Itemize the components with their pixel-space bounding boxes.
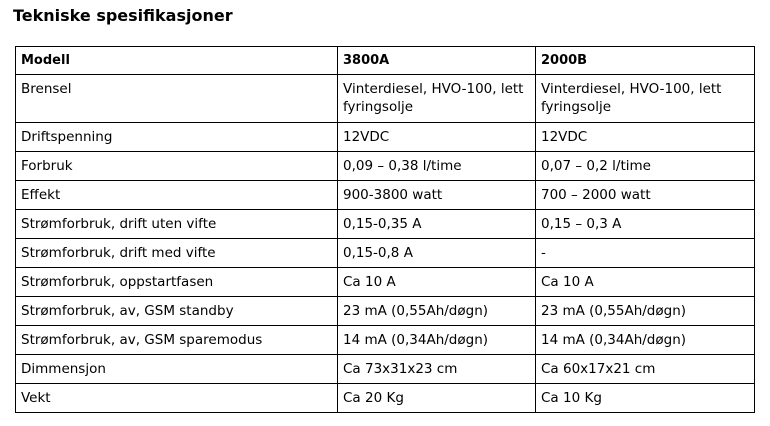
page-title: Tekniske spesifikasjoner bbox=[13, 6, 233, 25]
table-header-row bbox=[16, 47, 755, 75]
table-row bbox=[16, 75, 755, 123]
cell-3800a: 12VDC bbox=[338, 123, 536, 152]
cell-2000b: 23 mA (0,55Ah/døgn) bbox=[536, 297, 755, 326]
row-label: Brensel bbox=[16, 75, 338, 123]
cell-3800a: Ca 73x31x23 cm bbox=[338, 355, 536, 384]
cell-3800a: 0,15-0,8 A bbox=[338, 239, 536, 268]
table-row bbox=[16, 384, 755, 413]
row-label: Forbruk bbox=[16, 152, 338, 181]
cell-2000b: Ca 60x17x21 cm bbox=[536, 355, 755, 384]
cell-3800a: 0,09 – 0,38 l/time bbox=[338, 152, 536, 181]
cell-2000b: Ca 10 A bbox=[536, 268, 755, 297]
cell-3800a: 0,15-0,35 A bbox=[338, 210, 536, 239]
table-row bbox=[16, 268, 755, 297]
table-row bbox=[16, 239, 755, 268]
header-model: Modell bbox=[16, 47, 338, 75]
cell-3800a: Ca 20 Kg bbox=[338, 384, 536, 413]
cell-2000b: 0,15 – 0,3 A bbox=[536, 210, 755, 239]
table-row bbox=[16, 123, 755, 152]
cell-3800a: 900-3800 watt bbox=[338, 181, 536, 210]
cell-2000b: 0,07 – 0,2 l/time bbox=[536, 152, 755, 181]
table-row bbox=[16, 210, 755, 239]
cell-2000b: 14 mA (0,34Ah/døgn) bbox=[536, 326, 755, 355]
spec-table bbox=[15, 46, 755, 413]
row-label: Vekt bbox=[16, 384, 338, 413]
cell-2000b: Ca 10 Kg bbox=[536, 384, 755, 413]
header-2000b: 2000B bbox=[536, 47, 755, 75]
row-label: Strømforbruk, av, GSM standby bbox=[16, 297, 338, 326]
row-label: Strømforbruk, drift med vifte bbox=[16, 239, 338, 268]
cell-3800a: 23 mA (0,55Ah/døgn) bbox=[338, 297, 536, 326]
cell-2000b: Vinterdiesel, HVO-100, lett fyringsolje bbox=[536, 75, 755, 123]
cell-3800a: 14 mA (0,34Ah/døgn) bbox=[338, 326, 536, 355]
row-label: Strømforbruk, oppstartfasen bbox=[16, 268, 338, 297]
table-row bbox=[16, 181, 755, 210]
row-label: Driftspenning bbox=[16, 123, 338, 152]
cell-2000b: - bbox=[536, 239, 755, 268]
row-label: Strømforbruk, drift uten vifte bbox=[16, 210, 338, 239]
table-row bbox=[16, 326, 755, 355]
cell-2000b: 12VDC bbox=[536, 123, 755, 152]
table-row bbox=[16, 355, 755, 384]
cell-3800a: Ca 10 A bbox=[338, 268, 536, 297]
row-label: Dimmensjon bbox=[16, 355, 338, 384]
cell-3800a: Vinterdiesel, HVO-100, lett fyringsolje bbox=[338, 75, 536, 123]
table-row bbox=[16, 152, 755, 181]
row-label: Effekt bbox=[16, 181, 338, 210]
table-row bbox=[16, 297, 755, 326]
header-3800a: 3800A bbox=[338, 47, 536, 75]
cell-2000b: 700 – 2000 watt bbox=[536, 181, 755, 210]
row-label: Strømforbruk, av, GSM sparemodus bbox=[16, 326, 338, 355]
